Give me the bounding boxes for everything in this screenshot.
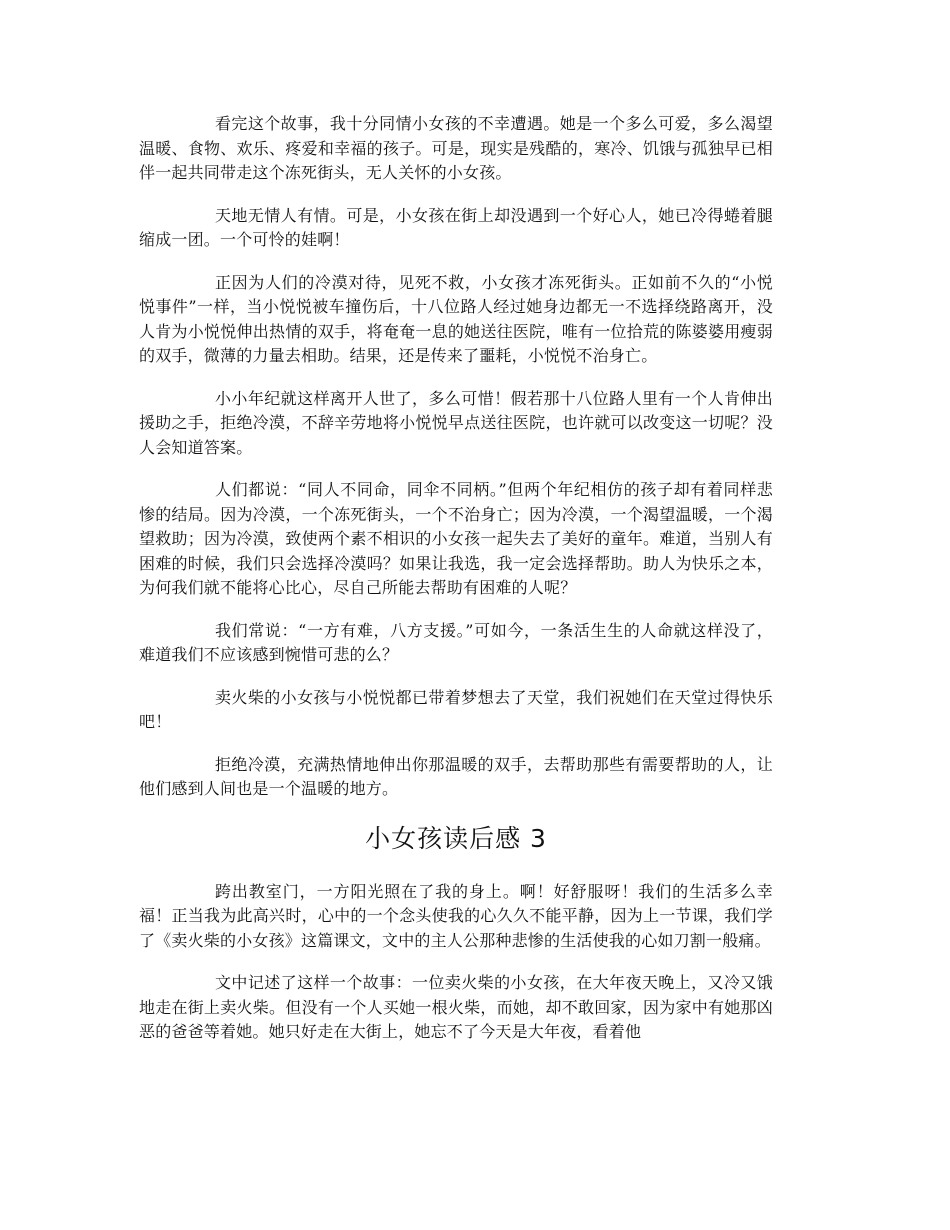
paragraph: 文中记述了这样一个故事：一位卖火柴的小女孩，在大年夜天晚上，又冷又饿地走在街上卖火柴。但没有一个人买她一根火柴，而她，却不敢回家，因为家中有她那凶恶的爸爸等着她。她只好走在大街上，她忘不了今天是大年夜，看着他 xyxy=(139,973,773,1041)
paragraph: 跨出教室门，一方阳光照在了我的身上。啊！好舒服呀！我们的生活多么幸福！正当我为此高兴时，心中的一个念头使我的心久久不能平静，因为上一节课，我们学了《卖火柴的小女孩》这篇课文，文中的主人公那种悲惨的生活使我的心如刀割一般痛。 xyxy=(139,881,773,950)
paragraph: 人们都说：“同人不同命，同伞不同柄。”但两个年纪相仿的孩子却有着同样悲惨的结局。因为冷漠，一个冻死街头，一个不治身亡；因为冷漠，一个渴望温暖，一个渴望救助；因为冷漠，致使两个素不相识的小女孩一起失去了美好的童年。难道，当别人有困难的时候，我们只会选择冷漠吗？如果让我选，我一定会选择帮助。助人为快乐之本，为何我们就不能将心比心，尽自己所能去帮助有困难的人呢？ xyxy=(139,480,773,597)
paragraph: 卖火柴的小女孩与小悦悦都已带着梦想去了天堂，我们祝她们在天堂过得快乐吧！ xyxy=(139,687,773,731)
paragraph: 拒绝冷漠，充满热情地伸出你那温暖的双手，去帮助那些有需要帮助的人，让他们感到人间也是一个温暖的地方。 xyxy=(139,754,773,798)
section-heading: 小女孩读后感 3 xyxy=(365,823,547,853)
paragraph: 我们常说：“一方有难，八方支援。”可如今，一条活生生的人命就这样没了，难道我们不应该感到惋惜可悲的么？ xyxy=(139,620,773,664)
document-page xyxy=(139,112,773,1063)
paragraph: 正因为人们的冷漠对待，见死不救，小女孩才冻死街头。正如前不久的“小悦悦事件”一样，当小悦悦被车撞伤后，十八位路人经过她身边都无一不选择绕路离开，没人肯为小悦悦伸出热情的双手，将奄奄一息的她送往医院，唯有一位拾荒的陈婆婆用瘦弱的双手，微薄的力量去相助。结果，还是传来了噩耗，小悦悦不治身亡。 xyxy=(139,272,773,365)
paragraph: 天地无情人有情。可是，小女孩在街上却没遇到一个好心人，她已冷得蜷着腿缩成一团。一个可怜的娃啊！ xyxy=(139,205,773,249)
paragraph: 看完这个故事，我十分同情小女孩的不幸遭遇。她是一个多么可爱，多么渴望温暖、食物、欢乐、疼爱和幸福的孩子。可是，现实是残酷的，寒冷、饥饿与孤独早已相伴一起共同带走这个冻死街头，无人关怀的小女孩。 xyxy=(139,114,773,182)
paragraph: 小小年纪就这样离开人世了，多么可惜！假若那十八位路人里有一个人肯伸出援助之手，拒绝冷漠，不辞辛劳地将小悦悦早点送往医院，也许就可以改变这一切呢？没人会知道答案。 xyxy=(139,388,773,457)
